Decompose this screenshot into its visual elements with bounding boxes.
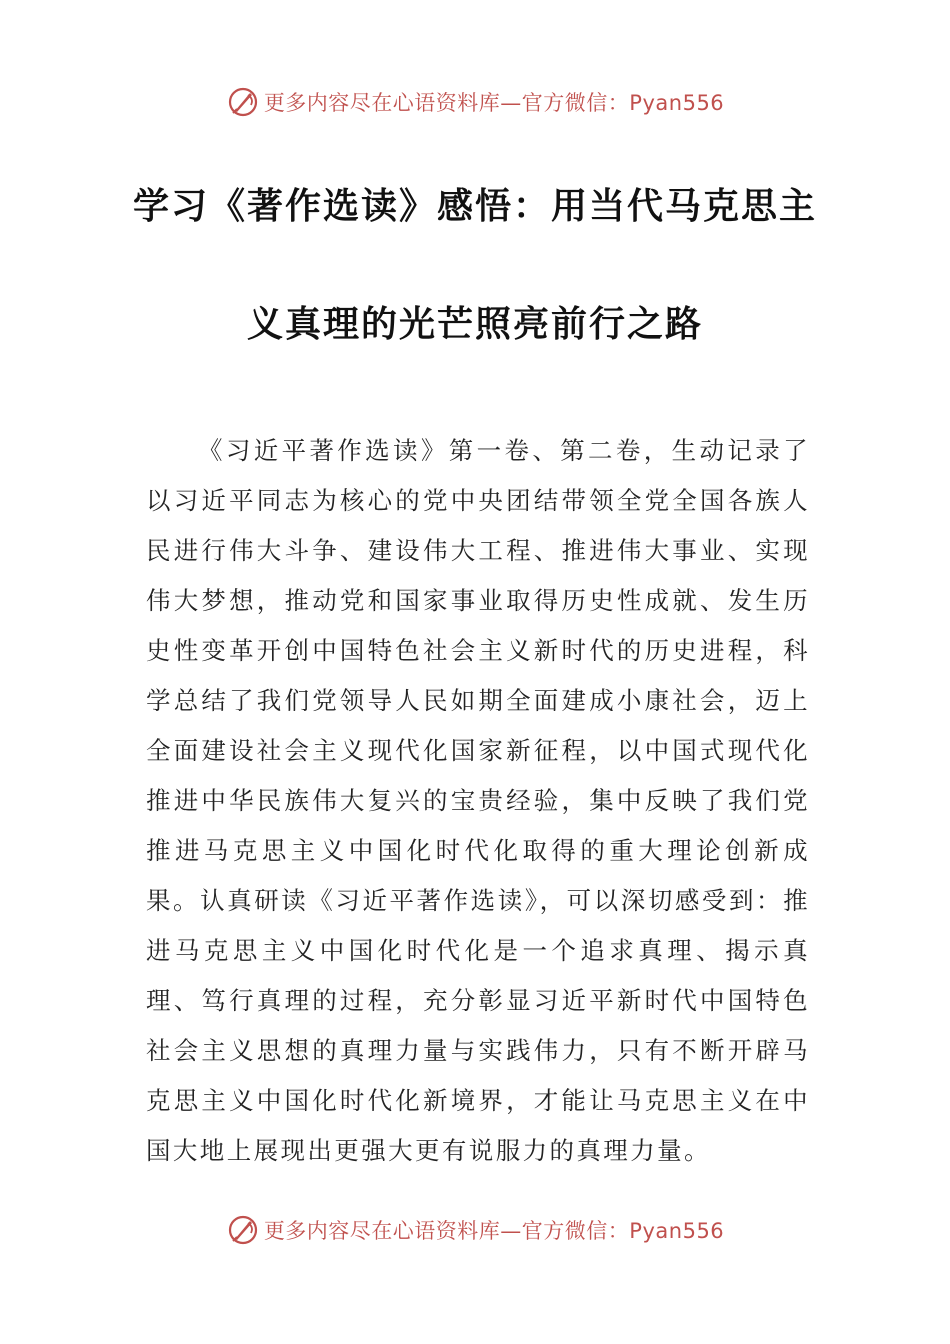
quill-logo-icon [226, 1213, 260, 1247]
watermark-text: 更多内容尽在心语资料库—官方微信：Pyan556 [263, 91, 725, 115]
header-watermark [0, 82, 950, 122]
document-title-line-1: 学习《著作选读》感悟：用当代马克思主 [132, 186, 817, 227]
watermark-text: 更多内容尽在心语资料库—官方微信：Pyan556 [263, 1219, 725, 1243]
document-title-line-2: 义真理的光芒照亮前行之路 [246, 304, 703, 345]
body-paragraph: 《习近平著作选读》第一卷、第二卷，生动记录了以习近平同志为核心的党中央团结带领全党全国各族人民进行伟大斗争、建设伟大工程、推进伟大事业、实现伟大梦想，推动党和国家事业取得历史性成就、发生历史性变革开创中国特色社会主义新时代的历史进程，科学总结了我们党领导人民如期全面建成小康社会，迈上全面建设社会主义现代化国家新征程，以中国式现代化推进中华民族伟大复兴的宝贵经验，集中反映了我们党推进马克思主义中国化时代化取得的重大理论创新成果。认真研读《习近平著作选读》，可以深切感受到：推进马克思主义中国化时代化是一个追求真理、揭示真理、笃行真理的过程，充分彰显习近平新时代中国特色社会主义思想的真理力量与实践伟力，只有不断开辟马克思主义中国化时代化新境界，才能让马克思主义在中国大地上展现出更强大更有说服力的真理力量。 [146, 436, 810, 1165]
quill-logo-icon [226, 85, 260, 119]
footer-watermark [0, 1210, 950, 1250]
